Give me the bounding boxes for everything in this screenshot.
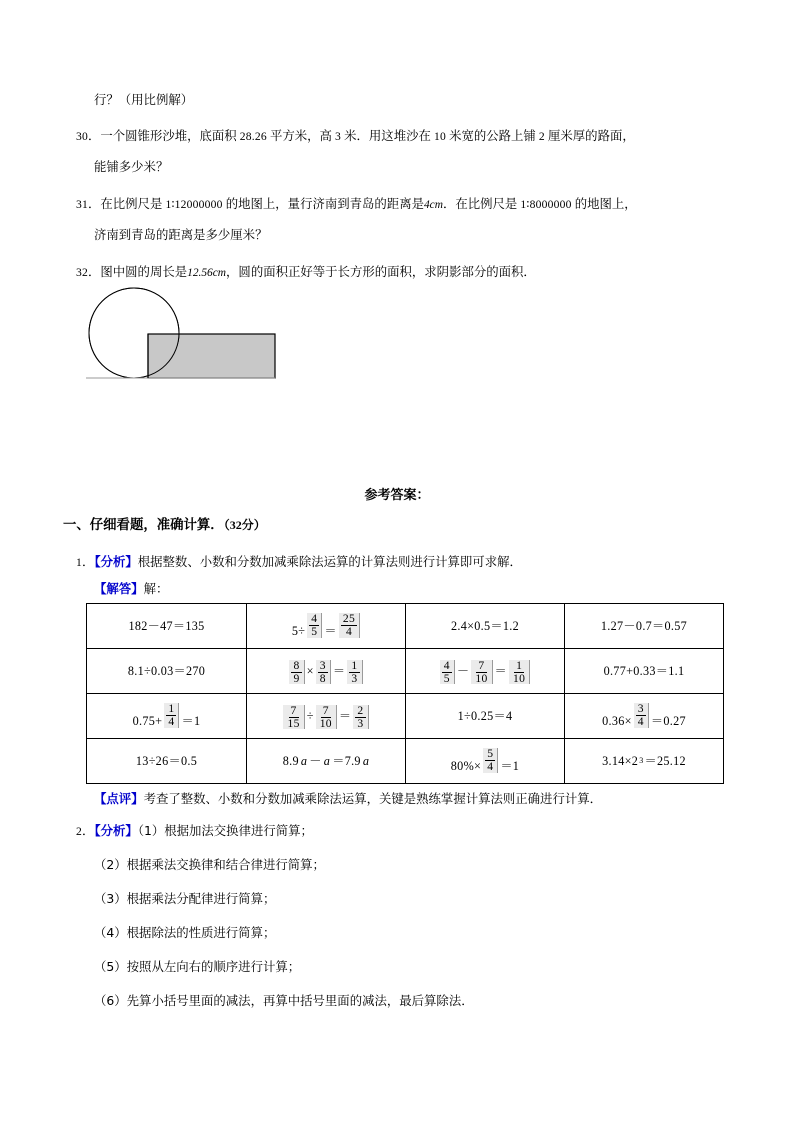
text-run-number: 2 <box>535 130 549 143</box>
table-cell-r2-c1 <box>87 649 247 694</box>
question-line-q31-l1 <box>76 195 731 214</box>
text-run-number: 2 <box>76 825 82 838</box>
answer-line-a1-comment <box>94 790 774 808</box>
fraction-denominator: 10 <box>513 671 526 685</box>
expression-text: 0.77+0.33＝1.1 <box>603 663 685 678</box>
text-run-number: 28.26 <box>236 130 270 143</box>
fraction-numerator: 3 <box>637 702 644 716</box>
expression <box>132 703 202 728</box>
table-cell-r4-c3 <box>406 739 565 784</box>
expression <box>457 710 514 723</box>
computation-answers-table <box>86 603 724 784</box>
answer-line-a2-analysis <box>76 822 756 841</box>
fraction-numerator: 7 <box>290 703 297 717</box>
text-run-cn: 能铺多少米？ <box>94 159 169 174</box>
text-run-cn: （5）按照从左向右的顺序进行计算； <box>94 959 301 974</box>
label-tag: 【点评】 <box>94 791 144 806</box>
table-cell-r3-c4 <box>565 694 724 739</box>
fraction-denominator: 5 <box>443 671 450 685</box>
text-run-cn: 的地图上，量行济南到青岛的距离是 <box>225 196 424 211</box>
text-run-cn: ．一个圆锥形沙堆，底面积 <box>88 128 237 143</box>
fraction <box>283 705 304 730</box>
fraction-numerator: 25 <box>342 612 356 626</box>
computation-answers-table-body <box>87 604 724 784</box>
table-row <box>87 649 724 694</box>
section-heading-points: （32分） <box>223 518 266 532</box>
text-run-cn: 米．用这堆沙在 <box>344 128 431 143</box>
expression <box>282 705 369 730</box>
text-run-cn: （1）根据加法交换律进行简算； <box>137 823 313 838</box>
text-run-cn: （2）根据乘法交换律和结合律进行简算； <box>94 857 325 872</box>
expression <box>291 613 361 638</box>
table-row <box>87 694 724 739</box>
text-run-cn: 平方米，高 <box>269 128 332 143</box>
text-run-cn: 解： <box>143 581 169 596</box>
table-cell-r3-c2 <box>247 694 406 739</box>
fraction <box>316 705 337 730</box>
fraction <box>509 660 530 685</box>
fraction-denominator: 4 <box>168 715 175 729</box>
section-heading <box>63 514 266 533</box>
text-run-cn: ．图中圆的周长是 <box>88 264 188 279</box>
fraction <box>634 703 649 728</box>
fraction-denominator: 4 <box>637 715 644 729</box>
expression <box>601 703 687 728</box>
expression-text: 8.1÷0.03＝270 <box>127 663 206 678</box>
circle-rectangle-shaded-figure <box>84 281 294 386</box>
expression <box>601 755 687 768</box>
label-tag: 【分析】 <box>94 554 138 569</box>
table-cell-r1-c3 <box>406 604 565 649</box>
expression-text: ＝0.27 <box>650 713 686 728</box>
fraction-denominator: 15 <box>287 716 300 730</box>
table-cell-r3-c1 <box>87 694 247 739</box>
variable: a <box>323 753 331 768</box>
table-row <box>87 739 724 784</box>
expression-text: × <box>306 664 314 679</box>
expression-text: － <box>456 664 470 679</box>
fraction-numerator: 1 <box>351 658 358 672</box>
answer-line-a1-analysis <box>76 553 756 572</box>
variable: a <box>362 753 370 768</box>
text-run-number: 1 <box>76 556 82 569</box>
fraction-numerator: 4 <box>311 612 318 626</box>
answer-line-a1-solution <box>94 580 774 598</box>
expression-text: 182－47＝135 <box>128 618 205 633</box>
expression-text: 1.27－0.7＝0.57 <box>600 618 688 633</box>
text-run-number: 1∶8000000 <box>517 198 575 211</box>
expression-text: 13÷26＝0.5 <box>135 753 198 768</box>
fraction-denominator: 3 <box>351 671 358 685</box>
text-run-number: 32 <box>76 266 88 279</box>
fraction-denominator: 4 <box>345 625 353 639</box>
table-cell-r1-c4 <box>565 604 724 649</box>
section-heading-text: 一、仔细看题，准确计算． <box>63 518 224 533</box>
expression-text: ＝ <box>338 709 352 724</box>
text-run-cn: （4）根据除法的性质进行简算； <box>94 925 276 940</box>
text-run-cn: 根据整数、小数和分数加减乘除法运算的计算法则进行计算即可求解． <box>137 554 522 569</box>
fraction-denominator: 3 <box>357 716 364 730</box>
variable: a <box>300 753 308 768</box>
table-cell-r3-c3 <box>406 694 565 739</box>
question-line-q29-cont <box>94 91 749 109</box>
expression <box>450 620 520 633</box>
fraction-denominator: 8 <box>319 671 326 685</box>
expression <box>127 665 206 678</box>
fraction <box>483 748 498 773</box>
fraction <box>289 660 304 685</box>
fraction-numerator: 5 <box>487 747 494 761</box>
answer-line-a2-l5 <box>94 958 774 976</box>
fraction-denominator: 9 <box>293 671 300 685</box>
expression-text: 0.36× <box>602 713 632 728</box>
fraction-numerator: 2 <box>357 703 364 717</box>
fraction-numerator: 8 <box>293 658 300 672</box>
expression <box>450 748 520 773</box>
table-cell-r2-c2 <box>247 649 406 694</box>
text-run-cn: 米宽的公路上铺 <box>449 128 536 143</box>
text-run-number: 30 <box>76 130 88 143</box>
table-cell-r4-c4 <box>565 739 724 784</box>
expression <box>282 755 370 768</box>
text-run-cn: ．在比例尺是 <box>442 196 518 211</box>
expression-text: 0.75+ <box>132 713 163 728</box>
text-run-cn: ． <box>82 823 95 838</box>
table-cell-r2-c4 <box>565 649 724 694</box>
text-run-unit: 12.56cm <box>187 267 227 279</box>
expression-text: ＝ <box>324 623 337 638</box>
expression-text: ＝1 <box>500 758 520 773</box>
question-line-q30-l1 <box>76 127 731 146</box>
label-tag: 【分析】 <box>94 823 138 838</box>
text-run-cn: （6）先算小括号里面的减法，再算中括号里面的减法，最后算除法． <box>94 993 474 1008</box>
expression-text: ＝ <box>494 664 508 679</box>
expression-text: 2.4×0.5＝1.2 <box>450 618 520 633</box>
fraction <box>440 660 455 685</box>
answer-line-a2-l4 <box>94 924 774 942</box>
expression-text: 3.14×2 <box>602 753 639 768</box>
text-run-cn: 济南到青岛的距离是多少厘米？ <box>94 227 268 242</box>
text-run-cn: ． <box>82 554 95 569</box>
question-line-q32-l1 <box>76 263 731 282</box>
fraction-numerator: 7 <box>478 658 485 672</box>
text-run-cn: ．在比例尺是 <box>88 196 163 211</box>
expression <box>288 660 363 685</box>
fraction-denominator: 10 <box>475 671 488 685</box>
fraction-numerator: 3 <box>319 658 326 672</box>
table-cell-r2-c3 <box>406 649 565 694</box>
text-run-cn: 行？（用比例解） <box>94 92 194 107</box>
text-run-cn: 考查了整数、小数和分数加减乘除法运算，关键是熟练掌握计算法则正确进行计算． <box>143 791 603 806</box>
text-run-unit: 4cm <box>423 199 443 211</box>
expression-text: ＝ <box>332 664 346 679</box>
answers-title: 参考答案： <box>364 488 430 503</box>
expression-text: 8.9 <box>282 753 299 768</box>
fraction <box>471 660 492 685</box>
fraction-denominator: 10 <box>319 716 332 730</box>
text-run-cn: 厘米厚的路面， <box>548 128 635 143</box>
figure-svg <box>84 281 294 386</box>
text-run-cn: 的地图上， <box>574 196 637 211</box>
fraction-denominator: 5 <box>311 625 318 639</box>
label-tag: 【解答】 <box>94 581 144 596</box>
fraction-numerator: 7 <box>322 703 329 717</box>
answer-line-a2-l2 <box>94 856 774 874</box>
fraction-numerator: 1 <box>516 658 523 672</box>
table-cell-r4-c1 <box>87 739 247 784</box>
fraction <box>347 660 362 685</box>
expression <box>127 620 205 633</box>
answer-line-a2-l3 <box>94 890 774 908</box>
expression-text: 5÷ <box>291 623 306 638</box>
expression-text: 80%× <box>450 758 482 773</box>
fraction <box>353 705 368 730</box>
table-cell-r1-c2 <box>247 604 406 649</box>
fraction <box>339 613 360 638</box>
expression-text: － <box>309 753 322 768</box>
fraction-numerator: 4 <box>443 658 450 672</box>
fraction <box>164 703 179 728</box>
expression <box>603 665 686 678</box>
text-run-number: 1∶12000000 <box>162 198 226 211</box>
table-cell-r1-c1 <box>87 604 247 649</box>
answer-line-a2-l6 <box>94 992 774 1010</box>
text-run-number: 31 <box>76 198 88 211</box>
expression <box>600 620 688 633</box>
expression-text: 1÷0.25＝4 <box>457 708 513 723</box>
text-run-cn: （3）根据乘法分配律进行简算； <box>94 891 276 906</box>
expression-text: ＝1 <box>181 713 201 728</box>
fraction-numerator: 1 <box>168 702 175 716</box>
fraction <box>316 660 331 685</box>
fraction <box>307 613 322 638</box>
expression-text: ＝7.9 <box>332 753 361 768</box>
question-line-q30-l2 <box>94 158 749 176</box>
expression-text: ＝25.12 <box>644 753 686 768</box>
expression <box>135 755 198 768</box>
expression <box>439 660 532 685</box>
text-run-number: 10 <box>430 130 450 143</box>
text-run-cn: ，圆的面积正好等于长方形的面积，求阴影部分的面积． <box>226 264 536 279</box>
expression-text: ÷ <box>306 709 314 724</box>
text-run-number: 3 <box>331 130 345 143</box>
question-line-q31-l2 <box>94 226 749 244</box>
fraction-denominator: 4 <box>487 760 494 774</box>
exponent: 3 <box>639 756 644 766</box>
table-row <box>87 604 724 649</box>
table-cell-r4-c2 <box>247 739 406 784</box>
